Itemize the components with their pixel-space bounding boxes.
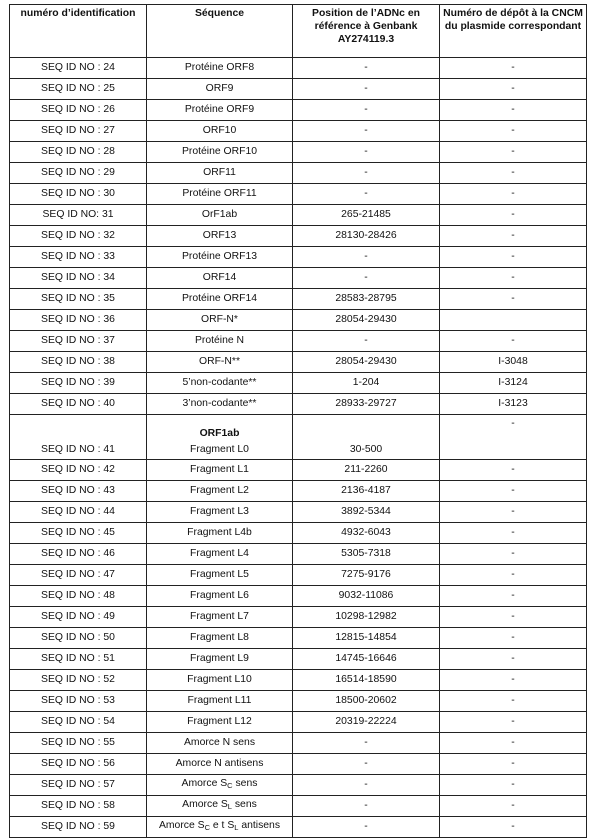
- cell-id: SEQ ID NO : 44: [10, 502, 147, 523]
- cell-depot: -: [440, 712, 587, 733]
- cell-depot: -: [440, 163, 587, 184]
- table-row: [10, 310, 587, 331]
- cell-position: 16514-18590: [293, 670, 440, 691]
- header-sequence: Séquence: [147, 5, 293, 58]
- cell-depot: -: [440, 502, 587, 523]
- cell-sequence: ORF11: [147, 163, 293, 184]
- sequence-subscript: L: [227, 802, 232, 811]
- sequence-label-part: Amorce S: [181, 778, 228, 789]
- cell-sequence: Protéine ORF13: [147, 247, 293, 268]
- cell-position: -: [293, 754, 440, 775]
- cell-depot: -: [440, 565, 587, 586]
- cell-depot: I-3124: [440, 373, 587, 394]
- cell-sequence: Amorce N antisens: [147, 754, 293, 775]
- cell-depot: -: [440, 586, 587, 607]
- cell-depot: -: [440, 415, 587, 460]
- cell-sequence: ORF-N*: [147, 310, 293, 331]
- cell-sequence: ORF14: [147, 268, 293, 289]
- cell-depot: -: [440, 142, 587, 163]
- cell-depot: -: [440, 544, 587, 565]
- cell-depot: -: [440, 268, 587, 289]
- table-row: [10, 184, 587, 205]
- table-row: [10, 565, 587, 586]
- cell-depot: -: [440, 331, 587, 352]
- table-row: [10, 79, 587, 100]
- cell-id: SEQ ID NO : 24: [10, 58, 147, 79]
- cell-depot: -: [440, 289, 587, 310]
- table-row: [10, 712, 587, 733]
- cell-depot: -: [440, 817, 587, 838]
- cell-position: 211-2260: [293, 460, 440, 481]
- cell-id: SEQ ID NO : 36: [10, 310, 147, 331]
- cell-depot: -: [440, 733, 587, 754]
- cell-position: -: [293, 142, 440, 163]
- cell-position: 30-500: [293, 415, 440, 460]
- cell-id: SEQ ID NO : 59: [10, 817, 147, 838]
- table-row: [10, 121, 587, 142]
- table-row: [10, 268, 587, 289]
- sequence-subscript: C: [227, 781, 233, 790]
- cell-sequence: ORF-N**: [147, 352, 293, 373]
- cell-sequence: Protéine ORF9: [147, 100, 293, 121]
- cell-depot: -: [440, 100, 587, 121]
- cell-position: 14745-16646: [293, 649, 440, 670]
- cell-sequence: OrF1ab: [147, 205, 293, 226]
- cell-id: SEQ ID NO : 46: [10, 544, 147, 565]
- cell-position: -: [293, 58, 440, 79]
- cell-id: SEQ ID NO: 31: [10, 205, 147, 226]
- cell-depot: [440, 310, 587, 331]
- table-row: [10, 754, 587, 775]
- table-row: [10, 670, 587, 691]
- header-id: numéro d’identification: [10, 5, 147, 58]
- table-row: [10, 733, 587, 754]
- sequence-label-part: Amorce S: [182, 799, 228, 810]
- cell-sequence: [147, 796, 293, 817]
- cell-position: 28933-29727: [293, 394, 440, 415]
- cell-sequence: Fragment L5: [147, 565, 293, 586]
- table-row: [10, 649, 587, 670]
- cell-position: 7275-9176: [293, 565, 440, 586]
- cell-sequence: Protéine ORF10: [147, 142, 293, 163]
- cell-depot: -: [440, 754, 587, 775]
- table-row: [10, 247, 587, 268]
- cell-position: 12815-14854: [293, 628, 440, 649]
- cell-sequence: [147, 415, 293, 460]
- cell-depot: -: [440, 796, 587, 817]
- cell-id: SEQ ID NO : 54: [10, 712, 147, 733]
- sequence-table-page: [9, 4, 586, 838]
- table-row: [10, 226, 587, 247]
- table-row: [10, 481, 587, 502]
- cell-position: 265-21485: [293, 205, 440, 226]
- cell-depot: -: [440, 481, 587, 502]
- cell-position: 10298-12982: [293, 607, 440, 628]
- cell-id: SEQ ID NO : 28: [10, 142, 147, 163]
- cell-sequence: Fragment L2: [147, 481, 293, 502]
- cell-position: -: [293, 100, 440, 121]
- table-row: [10, 544, 587, 565]
- cell-position: -: [293, 121, 440, 142]
- sequence-label-part: sens: [231, 799, 257, 810]
- cell-id: SEQ ID NO : 40: [10, 394, 147, 415]
- cell-id: SEQ ID NO : 37: [10, 331, 147, 352]
- cell-id: SEQ ID NO : 45: [10, 523, 147, 544]
- cell-sequence: ORF10: [147, 121, 293, 142]
- cell-sequence: Protéine N: [147, 331, 293, 352]
- cell-depot: -: [440, 226, 587, 247]
- cell-id: SEQ ID NO : 57: [10, 775, 147, 796]
- cell-id: SEQ ID NO : 52: [10, 670, 147, 691]
- table-row: [10, 373, 587, 394]
- sequence-label: Fragment L0: [190, 444, 249, 455]
- sequence-label-part: sens: [232, 778, 258, 789]
- cell-position: 5305-7318: [293, 544, 440, 565]
- cell-sequence: Fragment L6: [147, 586, 293, 607]
- cell-depot: I-3123: [440, 394, 587, 415]
- sequence-label-part: Amorce S: [158, 820, 205, 831]
- table-row: [10, 352, 587, 373]
- cell-id: SEQ ID NO : 47: [10, 565, 147, 586]
- table-row: [10, 817, 587, 838]
- cell-depot: -: [440, 247, 587, 268]
- cell-sequence: Protéine ORF14: [147, 289, 293, 310]
- cell-id: SEQ ID NO : 27: [10, 121, 147, 142]
- cell-depot: -: [440, 79, 587, 100]
- cell-id: SEQ ID NO : 43: [10, 481, 147, 502]
- cell-depot: -: [440, 523, 587, 544]
- cell-sequence: ORF13: [147, 226, 293, 247]
- cell-id: SEQ ID NO : 38: [10, 352, 147, 373]
- cell-position: -: [293, 733, 440, 754]
- cell-id: SEQ ID NO : 29: [10, 163, 147, 184]
- cell-position: -: [293, 796, 440, 817]
- table-row: [10, 775, 587, 796]
- table-row: [10, 163, 587, 184]
- cell-sequence: Amorce N sens: [147, 733, 293, 754]
- cell-id: SEQ ID NO : 26: [10, 100, 147, 121]
- cell-sequence: 5’non-codante**: [147, 373, 293, 394]
- cell-sequence: Protéine ORF11: [147, 184, 293, 205]
- table-row: [10, 205, 587, 226]
- cell-position: 20319-22224: [293, 712, 440, 733]
- cell-sequence: Fragment L12: [147, 712, 293, 733]
- cell-sequence: Fragment L3: [147, 502, 293, 523]
- cell-sequence: [147, 817, 293, 838]
- header-position: Position de l’ADNc en référence à Genbank AY274119.3: [293, 5, 440, 58]
- cell-depot: -: [440, 58, 587, 79]
- cell-position: 18500-20602: [293, 691, 440, 712]
- cell-id: SEQ ID NO : 33: [10, 247, 147, 268]
- cell-sequence: [147, 775, 293, 796]
- table-row: [10, 58, 587, 79]
- cell-sequence: Fragment L8: [147, 628, 293, 649]
- sequence-label-part: e t S: [210, 820, 235, 831]
- cell-depot: -: [440, 691, 587, 712]
- cell-sequence: Fragment L4b: [147, 523, 293, 544]
- cell-id: SEQ ID NO : 35: [10, 289, 147, 310]
- cell-position: 28054-29430: [293, 352, 440, 373]
- cell-depot: -: [440, 649, 587, 670]
- table-row: [10, 586, 587, 607]
- sequence-table: [9, 4, 587, 838]
- cell-position: 28583-28795: [293, 289, 440, 310]
- cell-id: SEQ ID NO : 55: [10, 733, 147, 754]
- cell-id: SEQ ID NO : 49: [10, 607, 147, 628]
- cell-position: 28130-28426: [293, 226, 440, 247]
- table-row: [10, 523, 587, 544]
- cell-id: SEQ ID NO : 48: [10, 586, 147, 607]
- cell-depot: -: [440, 628, 587, 649]
- table-row: [10, 331, 587, 352]
- cell-sequence: Protéine ORF8: [147, 58, 293, 79]
- cell-id: SEQ ID NO : 56: [10, 754, 147, 775]
- cell-sequence: Fragment L7: [147, 607, 293, 628]
- cell-sequence: Fragment L10: [147, 670, 293, 691]
- cell-depot: -: [440, 205, 587, 226]
- cell-sequence: Fragment L9: [147, 649, 293, 670]
- cell-position: 3892-5344: [293, 502, 440, 523]
- table-row: [10, 796, 587, 817]
- cell-position: 4932-6043: [293, 523, 440, 544]
- cell-id: SEQ ID NO : 30: [10, 184, 147, 205]
- cell-sequence: Fragment L11: [147, 691, 293, 712]
- table-row: [10, 691, 587, 712]
- cell-sequence: 3’non-codante**: [147, 394, 293, 415]
- cell-id: SEQ ID NO : 50: [10, 628, 147, 649]
- cell-id: SEQ ID NO : 53: [10, 691, 147, 712]
- cell-depot: -: [440, 460, 587, 481]
- cell-position: -: [293, 775, 440, 796]
- sequence-group-heading: ORF1ab: [199, 428, 240, 439]
- cell-id: SEQ ID NO : 34: [10, 268, 147, 289]
- table-row: [10, 460, 587, 481]
- table-row: [10, 607, 587, 628]
- cell-position: -: [293, 817, 440, 838]
- table-row: [10, 289, 587, 310]
- header-row: [10, 5, 587, 58]
- table-body: [10, 58, 587, 838]
- table-row: [10, 502, 587, 523]
- sequence-subscript: L: [234, 823, 239, 832]
- cell-position: -: [293, 331, 440, 352]
- cell-depot: -: [440, 775, 587, 796]
- cell-id: SEQ ID NO : 25: [10, 79, 147, 100]
- cell-id: SEQ ID NO : 39: [10, 373, 147, 394]
- cell-position: 28054-29430: [293, 310, 440, 331]
- cell-depot: -: [440, 607, 587, 628]
- cell-position: -: [293, 247, 440, 268]
- cell-id: SEQ ID NO : 32: [10, 226, 147, 247]
- cell-depot: -: [440, 121, 587, 142]
- cell-sequence: Fragment L1: [147, 460, 293, 481]
- cell-id: SEQ ID NO : 58: [10, 796, 147, 817]
- cell-depot: -: [440, 184, 587, 205]
- header-depot: Numéro de dépôt à la CNCM du plasmide correspondant: [440, 5, 587, 58]
- cell-sequence: ORF9: [147, 79, 293, 100]
- sequence-label-part: antisens: [238, 820, 281, 831]
- cell-id: SEQ ID NO : 51: [10, 649, 147, 670]
- cell-position: 9032-11086: [293, 586, 440, 607]
- table-row: [10, 100, 587, 121]
- cell-depot: I-3048: [440, 352, 587, 373]
- cell-position: 2136-4187: [293, 481, 440, 502]
- cell-id: SEQ ID NO : 41: [10, 415, 147, 460]
- cell-sequence: Fragment L4: [147, 544, 293, 565]
- table-row: [10, 415, 587, 460]
- cell-position: 1-204: [293, 373, 440, 394]
- table-row: [10, 628, 587, 649]
- cell-position: -: [293, 79, 440, 100]
- cell-depot: -: [440, 670, 587, 691]
- table-row: [10, 142, 587, 163]
- cell-position: -: [293, 163, 440, 184]
- cell-id: SEQ ID NO : 42: [10, 460, 147, 481]
- sequence-subscript: C: [204, 823, 210, 832]
- table-row: [10, 394, 587, 415]
- cell-position: -: [293, 268, 440, 289]
- cell-position: -: [293, 184, 440, 205]
